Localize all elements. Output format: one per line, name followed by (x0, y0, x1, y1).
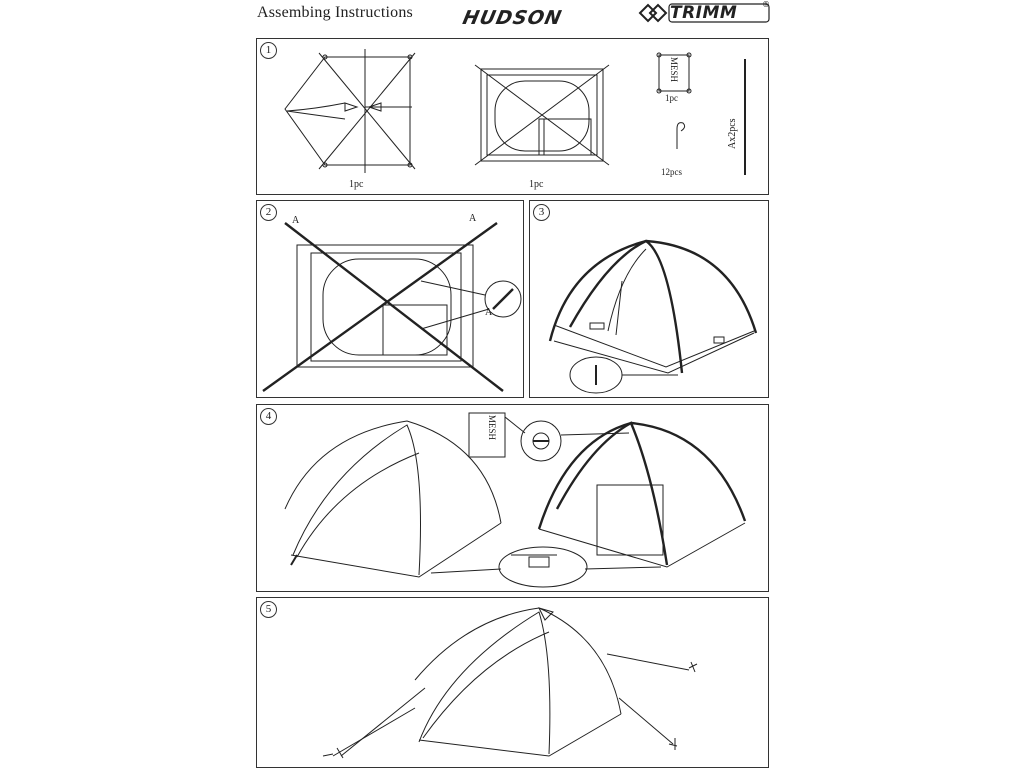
step-number: 1 (260, 42, 277, 59)
pole-label-left: A (292, 215, 300, 226)
tent-floor-plan (475, 65, 609, 165)
poles-crossed-illustration (257, 201, 525, 399)
mesh-label: MESH (487, 415, 497, 441)
pegs-qty: 12pcs (661, 167, 682, 177)
logo-text: TRIMM (670, 3, 738, 23)
tent-peg-icon (677, 123, 685, 149)
poles-qty: Ax2pcs (727, 118, 738, 149)
flysheet-illustration (257, 405, 770, 593)
inner-tent-qty: 1pc (349, 179, 364, 190)
step-3-panel (529, 200, 769, 398)
step-number: 5 (260, 601, 277, 618)
mesh-label: MESH (669, 57, 679, 83)
mesh-qty: 1pc (665, 93, 678, 103)
registered-mark: ® (762, 0, 770, 9)
guy-lines-illustration (257, 598, 770, 769)
tent-raised-illustration (530, 201, 770, 399)
brand-name: HUDSON (460, 7, 565, 29)
step-4-panel (256, 404, 769, 592)
step-1-panel (256, 38, 769, 195)
step-number: 4 (260, 408, 277, 425)
fly-qty: 1pc (529, 179, 544, 190)
components-illustration (257, 39, 770, 196)
step-number: 3 (533, 204, 550, 221)
step-2-panel (256, 200, 524, 398)
step-number: 2 (260, 204, 277, 221)
inner-tent-flat (285, 49, 415, 173)
pole-label-right: A (469, 213, 477, 224)
header-title: Assembing Instructions (257, 4, 413, 21)
step-5-panel (256, 597, 769, 768)
detail-label: A (485, 307, 493, 318)
